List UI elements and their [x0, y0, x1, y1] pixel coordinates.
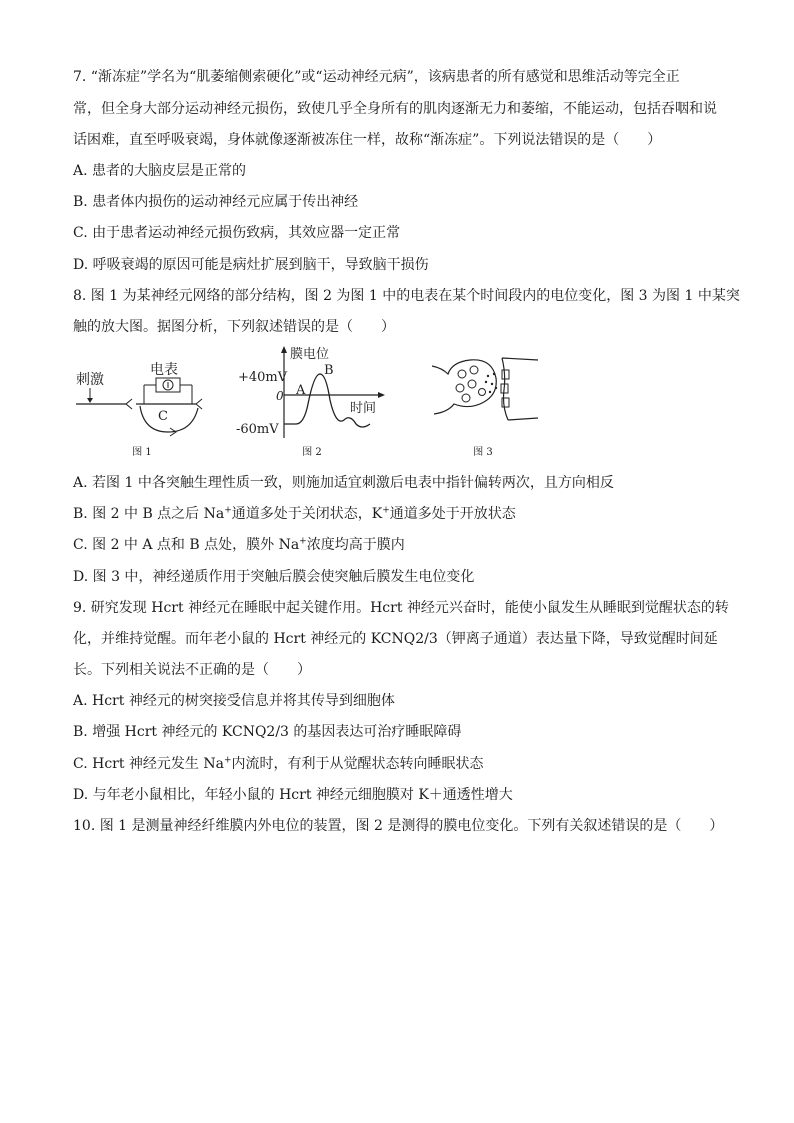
fig1-stimulus-label: 刺激 [76, 372, 104, 388]
fig3-postsynaptic-membrane [502, 358, 538, 420]
q8-option-c: C. 图 2 中 A 点和 B 点处，膜外 Na+浓度均高于膜内 [73, 536, 405, 553]
fig1-branch-loop [140, 406, 198, 432]
q9-stem-line-2: 化，并维持觉醒。而年老小鼠的 Hcrt 神经元的 KCNQ2/3（钾离子通道）表达量下降，导致觉醒时间延 [73, 631, 718, 647]
fig3-caption: 图 3 [473, 447, 493, 458]
q9-option-b: B. 增强 Hcrt 神经元的 KCNQ2/3 的基因表达可治疗睡眠障碍 [73, 724, 462, 740]
q9-option-a: A. Hcrt 神经元的树突接受信息并将其传导到细胞体 [73, 693, 395, 709]
q7-stem-line-1: 7. “渐冻症”学名为“肌萎缩侧索硬化”或“运动神经元病”，该病患者的所有感觉和思维活动等完全正 [73, 69, 680, 85]
q7-stem-line-3: 话困难，直至呼吸衰竭，身体就像逐渐被冻住一样，故称“渐冻症”。下列说法错误的是（ ） [73, 132, 662, 148]
q8-stem-line-1: 8. 图 1 为某神经元网络的部分结构，图 2 为图 1 中的电表在某个时间段内的电位变化，图 3 为图 1 中某突 [73, 288, 740, 304]
q7-option-a: A. 患者的大脑皮层是正常的 [73, 163, 247, 179]
fig2-y-title: 膜电位 [290, 347, 330, 362]
fig2-y-bottom: -60mV [236, 422, 279, 437]
q7-stem-line-2: 常，但全身大部分运动神经元损伤，致使几乎全身所有的肌肉逐渐无力和萎缩，不能运动，包括吞咽和说 [73, 101, 717, 117]
q7-option-c: C. 由于患者运动神经元损伤致病，其效应器一定正常 [73, 225, 401, 241]
fig2-origin: 0 [276, 389, 284, 403]
q8-figure-3 [430, 354, 540, 424]
fig1-meter-label: 电表 [150, 362, 178, 378]
q7-option-d: D. 呼吸衰竭的原因可能是病灶扩展到脑干，导致脑干损伤 [73, 257, 429, 273]
fig2-x-title: 时间 [350, 401, 377, 416]
q8-option-a: A. 若图 1 中各突触生理性质一致，则施加适宜刺激后电表中指针偏转两次，且方向相反 [73, 475, 614, 491]
fig2-point-a: A [296, 383, 306, 398]
fig1-stimulus-arrowhead [87, 398, 93, 403]
fig1-synapse-left [126, 399, 132, 409]
fig2-point-b: B [324, 363, 334, 378]
q8-option-d: D. 图 3 中，神经递质作用于突触后膜会使突触后膜发生电位变化 [73, 569, 475, 585]
fig1-synapse-right [196, 399, 202, 409]
q8-figure-2 [232, 344, 392, 440]
q8-figure-1 [74, 356, 214, 438]
fig1-caption: 图 1 [132, 447, 152, 458]
fig1-point-c: C [158, 409, 168, 424]
q9-stem-line-1: 9. 研究发现 Hcrt 神经元在睡眠中起关键作用。Hcrt 神经元兴奋时，能使小鼠发生从睡眠到觉醒状态的转 [73, 600, 729, 616]
q8-option-b: B. 图 2 中 B 点之后 Na+通道多处于关闭状态，K+通道多处于开放状态 [73, 505, 516, 522]
q10-stem-line-1: 10. 图 1 是测量神经纤维膜内外电位的装置，图 2 是测得的膜电位变化。下列有关叙述错误的是（ ） [73, 818, 724, 834]
q8-stem-line-2: 触的放大图。据图分析，下列叙述错误的是（ ） [73, 319, 395, 335]
fig2-caption: 图 2 [302, 447, 322, 458]
q9-option-c: C. Hcrt 神经元发生 Na+内流时，有利于从觉醒状态转向睡眠状态 [73, 755, 484, 772]
q9-stem-line-3: 长。下列相关说法不正确的是（ ） [73, 662, 311, 678]
fig2-y-top: +40mV [238, 370, 288, 385]
q9-option-d: D. 与年老小鼠相比，年轻小鼠的 Hcrt 神经元细胞膜对 K＋通透性增大 [73, 787, 513, 803]
q7-option-b: B. 患者体内损伤的运动神经元应属于传出神经 [73, 194, 359, 210]
